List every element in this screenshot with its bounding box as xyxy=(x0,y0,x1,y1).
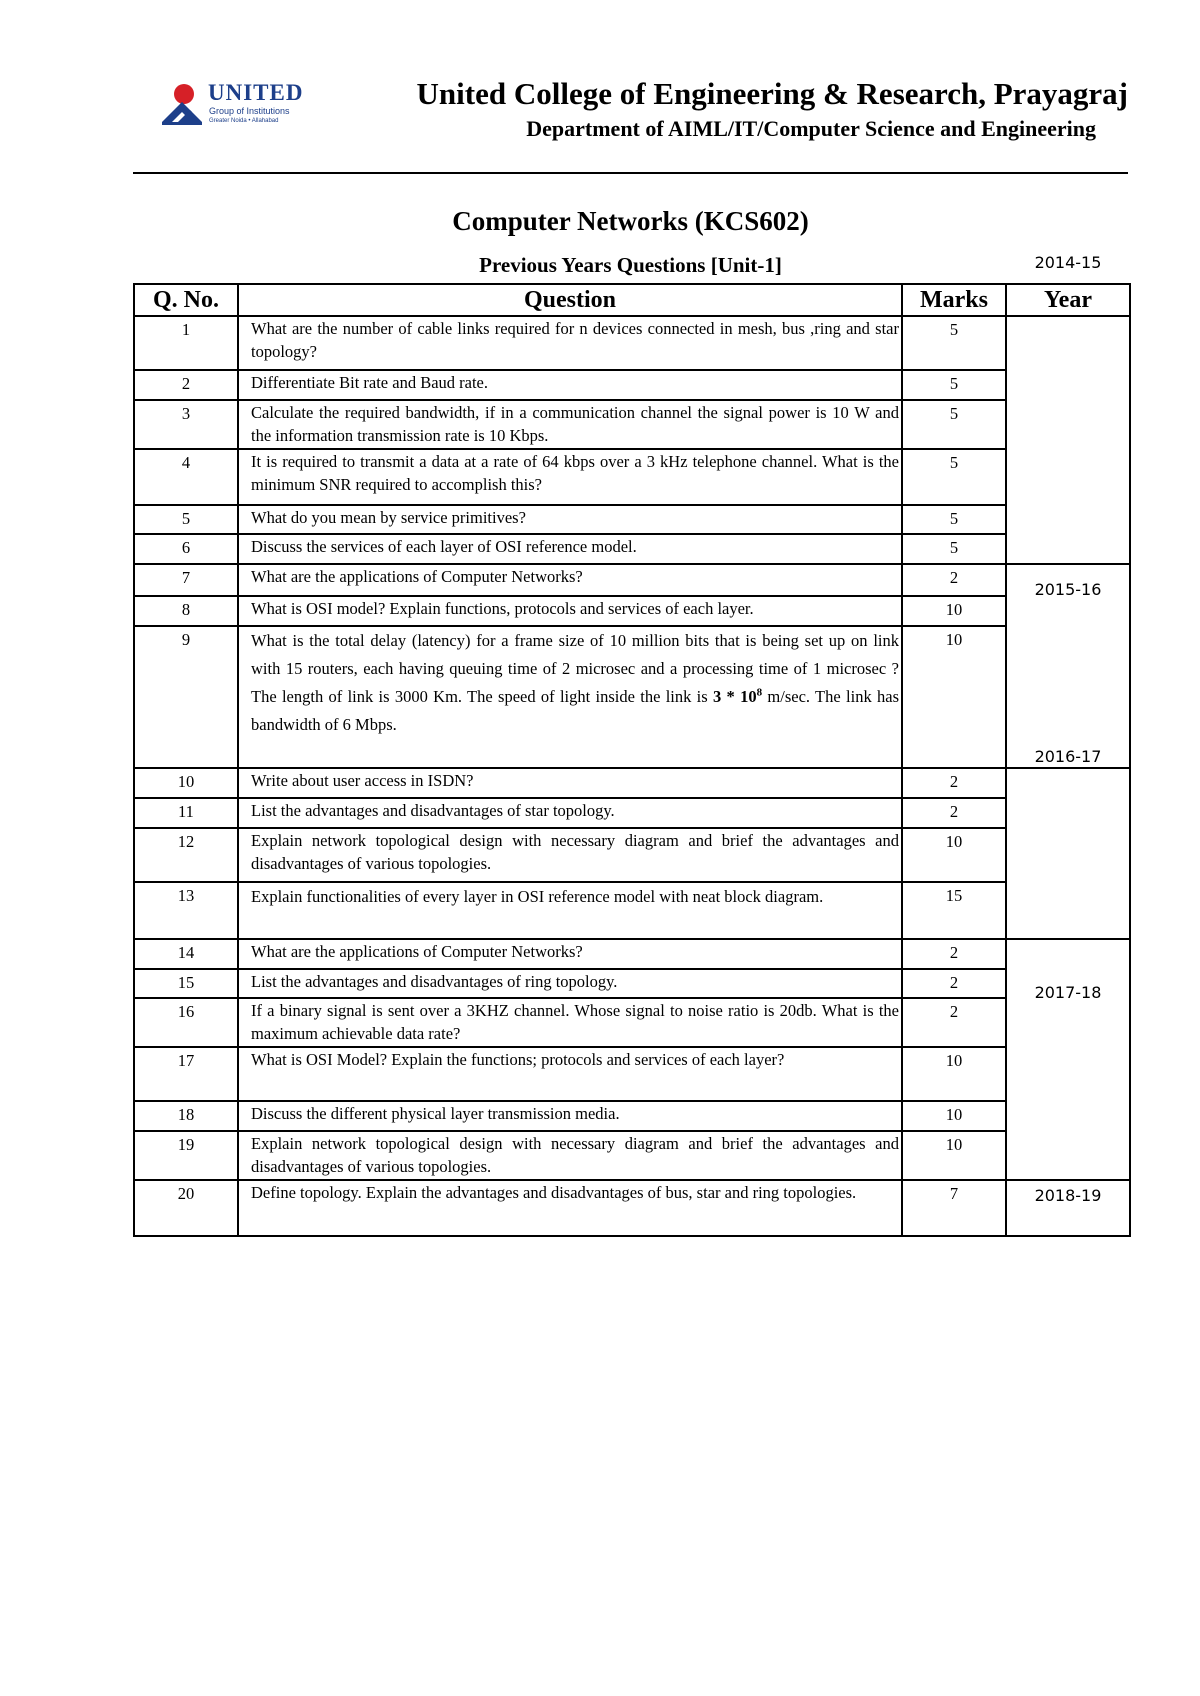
question-marks: 2 xyxy=(902,768,1006,798)
question-marks: 10 xyxy=(902,1131,1006,1180)
header-year: Year xyxy=(1006,284,1130,316)
question-text: What are the number of cable links required for n devices connected in mesh, bus ,ring and star topology? xyxy=(238,316,902,370)
question-number: 17 xyxy=(134,1047,238,1101)
table-row xyxy=(134,534,1130,564)
question-marks: 2 xyxy=(902,939,1006,969)
question-marks: 10 xyxy=(902,626,1006,768)
question-number: 9 xyxy=(134,626,238,768)
table-row xyxy=(134,1047,1130,1101)
question-marks: 5 xyxy=(902,449,1006,505)
year-cell xyxy=(1006,1180,1130,1236)
question-number: 20 xyxy=(134,1180,238,1236)
table-row xyxy=(134,768,1130,798)
question-number: 2 xyxy=(134,370,238,400)
course-title: Computer Networks (KCS602) xyxy=(452,206,809,236)
question-number: 14 xyxy=(134,939,238,969)
question-number: 12 xyxy=(134,828,238,882)
question-text: Explain network topological design with necessary diagram and brief the advantages and disadvantages of various topologies. xyxy=(238,1131,902,1180)
year-label: 2017-18 xyxy=(1034,982,1102,1002)
table-row xyxy=(134,505,1130,534)
question-text: Discuss the services of each layer of OSI reference model. xyxy=(238,534,902,564)
question-text: Differentiate Bit rate and Baud rate. xyxy=(238,370,902,400)
department-name: Department of AIML/IT/Computer Science and Engineering xyxy=(526,116,1096,141)
question-marks: 2 xyxy=(902,798,1006,828)
question-number: 3 xyxy=(134,400,238,449)
question-marks: 10 xyxy=(902,828,1006,882)
question-text: What do you mean by service primitives? xyxy=(238,505,902,534)
question-number: 18 xyxy=(134,1101,238,1131)
logo-subtitle: Group of Institutions xyxy=(209,106,290,116)
table-row xyxy=(134,1131,1130,1180)
logo-wordmark: UNITED xyxy=(208,80,304,105)
year-label: 2014-15 xyxy=(1034,253,1102,272)
question-text xyxy=(238,626,902,768)
question-number: 11 xyxy=(134,798,238,828)
question-text: List the advantages and disadvantages of star topology. xyxy=(238,798,902,828)
question-number: 5 xyxy=(134,505,238,534)
question-text: It is required to transmit a data at a rate of 64 kbps over a 3 kHz telephone channel. What is the minimum SNR required to accomplish this? xyxy=(238,449,902,505)
question-number: 7 xyxy=(134,564,238,596)
question-marks: 2 xyxy=(902,564,1006,596)
question-marks: 10 xyxy=(902,1047,1006,1101)
question-text: Explain functionalities of every layer in OSI reference model with neat block diagram. xyxy=(238,882,902,939)
question-marks: 5 xyxy=(902,370,1006,400)
college-logo xyxy=(160,82,310,132)
question-text-part: What is the total delay (latency) for a frame size of 10 million bits that is being set up on link with 15 routers, each having queuing time of 2 microsec and a processing time of 1 microsec ? The length of link is 3000 Km. The speed of light inside the link is xyxy=(251,631,899,706)
table-row xyxy=(134,939,1130,969)
question-marks: 10 xyxy=(902,1101,1006,1131)
question-text: What are the applications of Computer Networks? xyxy=(238,564,902,596)
table-row xyxy=(134,1180,1130,1236)
table-row xyxy=(134,596,1130,626)
question-marks: 5 xyxy=(902,534,1006,564)
college-name: United College of Engineering & Research, Prayagraj xyxy=(416,76,1128,111)
question-number: 13 xyxy=(134,882,238,939)
question-number: 16 xyxy=(134,998,238,1047)
table-row xyxy=(134,400,1130,449)
question-text: Define topology. Explain the advantages and disadvantages of bus, star and ring topologies. xyxy=(238,1180,902,1236)
question-marks: 5 xyxy=(902,505,1006,534)
document-header xyxy=(133,76,1128,156)
header-question: Question xyxy=(238,284,902,316)
question-text-part: m/sec. The link has bandwidth of 6 Mbps. xyxy=(251,687,899,734)
question-marks: 2 xyxy=(902,998,1006,1047)
question-text: Calculate the required bandwidth, if in a communication channel the signal power is 10 W and the information transmission rate is 10 Kbps. xyxy=(238,400,902,449)
table-row xyxy=(134,828,1130,882)
question-marks: 2 xyxy=(902,969,1006,998)
header-marks: Marks xyxy=(902,284,1006,316)
question-number: 19 xyxy=(134,1131,238,1180)
table-row xyxy=(134,316,1130,370)
table-row xyxy=(134,969,1130,998)
question-text: If a binary signal is sent over a 3KHZ channel. Whose signal to noise ratio is 20db. What is the maximum achievable data rate? xyxy=(238,998,902,1047)
question-marks: 5 xyxy=(902,316,1006,370)
year-cell xyxy=(1006,939,1130,1180)
year-cell xyxy=(1006,564,1130,768)
question-text: What are the applications of Computer Networks? xyxy=(238,939,902,969)
question-number: 1 xyxy=(134,316,238,370)
question-text: Explain network topological design with necessary diagram and brief the advantages and disadvantages of various topologies. xyxy=(238,828,902,882)
question-marks: 10 xyxy=(902,596,1006,626)
question-number: 10 xyxy=(134,768,238,798)
question-number: 15 xyxy=(134,969,238,998)
question-text: Discuss the different physical layer transmission media. xyxy=(238,1101,902,1131)
header-divider xyxy=(133,172,1128,174)
question-text: Write about user access in ISDN? xyxy=(238,768,902,798)
question-number: 6 xyxy=(134,534,238,564)
table-row xyxy=(134,998,1130,1047)
question-text: List the advantages and disadvantages of ring topology. xyxy=(238,969,902,998)
question-text: What is OSI model? Explain functions, protocols and services of each layer. xyxy=(238,596,902,626)
table-header-row xyxy=(134,284,1130,316)
header-qno: Q. No. xyxy=(134,284,238,316)
year-cell xyxy=(1006,746,1130,939)
year-label: 2018-19 xyxy=(1034,1186,1102,1205)
year-label: 2015-16 xyxy=(1034,580,1102,599)
year-label: 2016-17 xyxy=(1034,746,1102,766)
logo-emblem-icon xyxy=(160,82,204,126)
question-marks: 5 xyxy=(902,400,1006,449)
table-row xyxy=(134,564,1130,596)
question-number: 4 xyxy=(134,449,238,505)
table-row xyxy=(134,449,1130,505)
table-row xyxy=(134,626,1130,768)
question-marks: 7 xyxy=(902,1180,1006,1236)
speed-of-light-exponent: 8 xyxy=(756,686,763,699)
table-row xyxy=(134,1101,1130,1131)
question-text: What is OSI Model? Explain the functions; protocols and services of each layer? xyxy=(238,1047,902,1101)
table-row xyxy=(134,882,1130,939)
table-row xyxy=(134,798,1130,828)
question-number: 8 xyxy=(134,596,238,626)
logo-tagline: Greater Noida • Allahabad xyxy=(209,118,279,124)
question-marks: 15 xyxy=(902,882,1006,939)
table-row xyxy=(134,370,1130,400)
section-title: Previous Years Questions [Unit-1] xyxy=(479,253,782,277)
speed-of-light-value: 3 * 10 xyxy=(713,687,757,706)
